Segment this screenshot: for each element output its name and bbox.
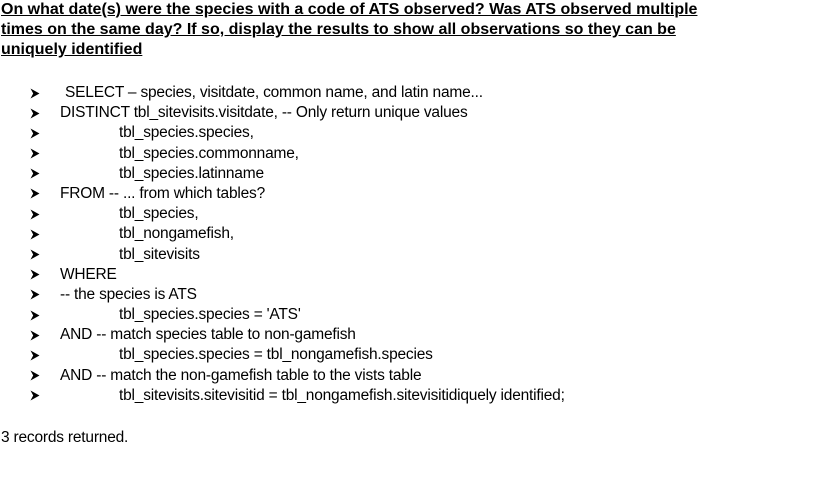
arrowhead-bullet-icon xyxy=(29,285,41,305)
list-item-text: tbl_species.latinname xyxy=(119,164,264,182)
arrowhead-bullet-icon xyxy=(29,305,41,325)
list-item xyxy=(29,366,789,386)
arrowhead-bullet-icon xyxy=(29,123,41,143)
list-item-text: -- the species is ATS xyxy=(60,285,197,303)
sql-bullet-list xyxy=(29,83,789,406)
list-item-text: SELECT – species, visitdate, common name, and latin name... xyxy=(65,84,483,101)
question-heading-line-2: times on the same day? If so, display the results to show all observations so they can be xyxy=(1,21,676,38)
list-item-text: tbl_species.species, xyxy=(119,124,254,142)
list-item xyxy=(29,345,789,365)
arrowhead-bullet-icon xyxy=(29,224,41,244)
list-item-text: tbl_species, xyxy=(119,205,199,223)
list-item-text: WHERE xyxy=(60,265,117,283)
list-item xyxy=(29,164,789,184)
list-item xyxy=(29,103,789,123)
list-item-text: tbl_species.species = 'ATS' xyxy=(119,306,301,324)
list-item-text: AND -- match species table to non-gamefish xyxy=(60,326,356,344)
question-heading-line-1: On what date(s) were the species with a code of ATS observed? Was ATS observed multiple xyxy=(1,1,698,18)
list-item xyxy=(29,83,789,103)
list-item-text: AND -- match the non-gamefish table to the vists table xyxy=(60,366,422,384)
list-item-text: tbl_sitevisits xyxy=(119,245,200,263)
list-item xyxy=(29,184,789,204)
arrowhead-bullet-icon xyxy=(29,245,41,265)
list-item xyxy=(29,285,789,305)
arrowhead-bullet-icon xyxy=(29,144,41,164)
list-item xyxy=(29,123,789,143)
list-item xyxy=(29,224,789,244)
list-item xyxy=(29,305,789,325)
list-item xyxy=(29,265,789,285)
arrowhead-bullet-icon xyxy=(29,325,41,345)
records-returned-text: 3 records returned. xyxy=(1,429,129,446)
list-item-text: FROM -- ... from which tables? xyxy=(60,184,266,202)
list-item-text: tbl_species.commonname, xyxy=(119,144,299,162)
arrowhead-bullet-icon xyxy=(29,366,41,386)
question-heading-line-3: uniquely identified xyxy=(1,41,143,58)
arrowhead-bullet-icon xyxy=(29,164,41,184)
arrowhead-bullet-icon xyxy=(29,265,41,285)
list-item xyxy=(29,245,789,265)
list-item xyxy=(29,204,789,224)
list-item-text: tbl_species.species = tbl_nongamefish.species xyxy=(119,346,433,364)
list-item-text: tbl_sitevisits.sitevisitid = tbl_nongamefish.sitevisitidiquely identified; xyxy=(119,386,565,404)
arrowhead-bullet-icon xyxy=(29,184,41,204)
list-item-text: tbl_nongamefish, xyxy=(119,225,234,243)
list-item xyxy=(29,144,789,164)
arrowhead-bullet-icon xyxy=(29,83,41,103)
list-item xyxy=(29,386,789,406)
arrowhead-bullet-icon xyxy=(29,345,41,365)
list-item-text: DISTINCT tbl_sitevisits.visitdate, -- Only return unique values xyxy=(60,104,468,122)
arrowhead-bullet-icon xyxy=(29,386,41,406)
arrowhead-bullet-icon xyxy=(29,103,41,123)
list-item xyxy=(29,325,789,345)
question-heading xyxy=(1,0,801,60)
arrowhead-bullet-icon xyxy=(29,204,41,224)
